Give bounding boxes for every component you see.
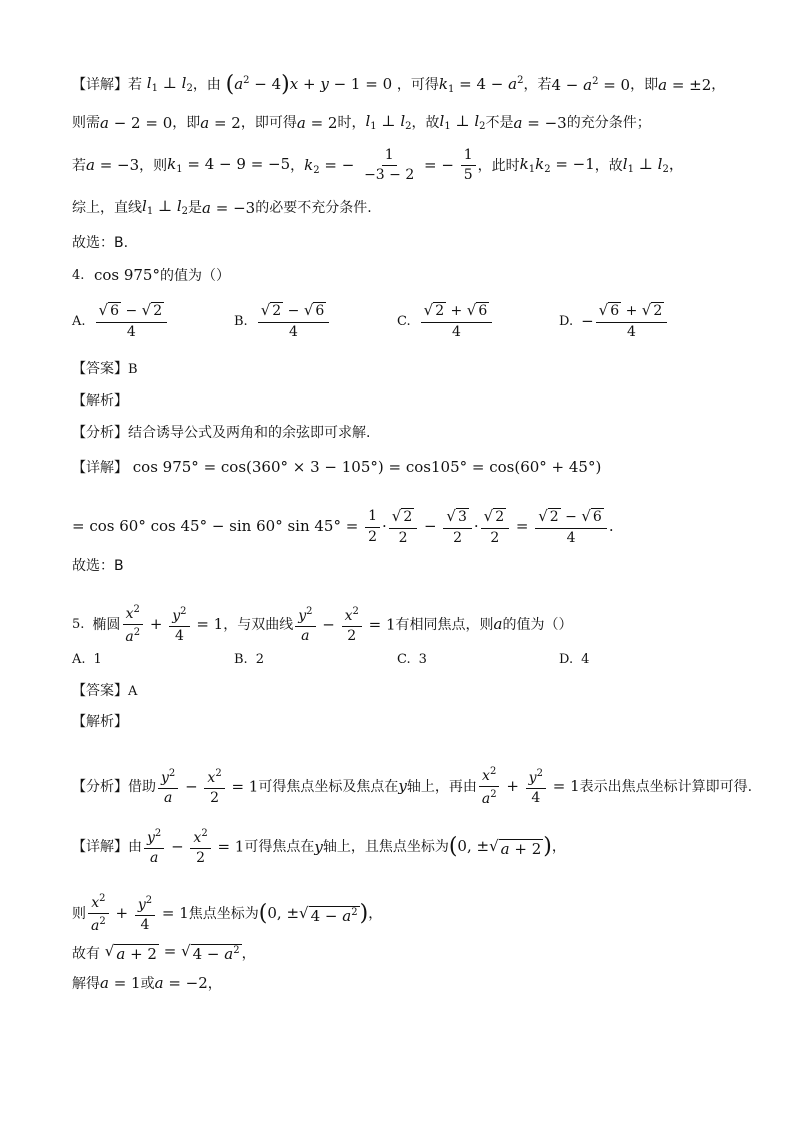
formula-condition: $4 - a^2 = 0$ [551, 76, 631, 94]
question-5-stem: 5. 椭圆 $\frac{x^2}{a^2}$ + $\frac{y^2}{4}$ = 1 ，与双曲线 $\frac{y^2}{a}$ − $\frac{x^2}{2}$ = 1 有相同焦点，则 a 的值为（） [72, 604, 573, 646]
answer-line-q5: 【答案】 A [72, 683, 138, 699]
option-a[interactable]: A. √ 6 − √ 2 4 [72, 302, 169, 340]
question-4-stem: 4. cos 975° 的值为（） [72, 266, 230, 284]
detail-line-q5-1: 【详解】 由 $\frac{y^2}{a}$ − $\frac{x^2}{2}$ = 1 可得焦点在 y 轴上，且焦点坐标为 (0, ± √ a + 2 ) ， [72, 828, 566, 867]
option-a[interactable]: A. 1 [72, 652, 102, 667]
option-b[interactable]: B. √ 2 − √ 6 4 [234, 302, 331, 340]
choose-line-q3: 故选：B. [72, 235, 129, 251]
detail-line-4: 综上，直线 $l_1$ ⊥ $l_2$ 是 a = −3 的必要不充分条件. [72, 197, 372, 217]
formula-a-pm2: a = ±2 [658, 75, 712, 94]
choose-line-q4: 故选：B [72, 558, 124, 574]
option-c[interactable]: C. √ 2 + √ 6 4 [397, 302, 494, 340]
detail-line-1: 【详解】 若 $l_1$ ⊥ $l_2$ ，由 $(a^2 - 4)x + y - 1 = 0$ ，可得 $k_1 = 4 - a^2$ ，若 $4 - a^2 = 0$ ，即 a = ±2 ， [72, 72, 726, 97]
formula-cos975: cos 975° [84, 266, 160, 284]
formula-k2: $k_2$ = − $\frac{1}{-3 - 2}$ = − $\frac{1}{5}$ [304, 148, 477, 184]
option-c[interactable]: C. 3 [397, 652, 427, 667]
formula-k1: $k_1 = 4 - a^2$ [438, 74, 524, 95]
detail-line-3: 若 a = −3 ，则 $k_1 = 4 - 9 = -5$ ， $k_2$ = − $\frac{1}{-3 - 2}$ = − $\frac{1}{5}$ ，此时 $k_1k_2 = -1$ ，故 $l_1$ ⊥ $l_2$， [72, 147, 684, 184]
formula-line-equation: $(a^2 - 4)x + y - 1 = 0$ [225, 72, 397, 97]
option-d[interactable]: D. − √ 6 + √ 2 4 [559, 302, 669, 340]
formula-l1-perp-l2: $l_1$ ⊥ $l_2$ [146, 74, 193, 94]
fenxi-line-q5: 【分析】 借助 $\frac{y^2}{a}$ − $\frac{x^2}{2}$ = 1 可得焦点坐标及焦点在 y 轴上，再由 $\frac{x^2}{a^2}$ + $\frac{y^2}{4}$ = 1 表示出焦点坐标计算即可得. [72, 766, 753, 808]
analysis-tag-q5: 【解析】 [72, 714, 128, 730]
detail-tag: 【详解】 [72, 77, 128, 93]
detail-line-q4-1: 【详解】 cos 975° = cos(360° × 3 − 105°) = cos105° = cos(60° + 45°) [72, 458, 602, 476]
detail-line-q5-3: 故有 √ a + 2 = √ $4 - a^2$ ， [72, 942, 256, 963]
option-d[interactable]: D. 4 [559, 652, 590, 667]
detail-line-2: 则需 a − 2 = 0 ，即 a = 2 ，即可得 a = 2 时， $l_1$ ⊥ $l_2$ ，故 $l_1$ ⊥ $l_2$ 不是 a = −3 的充分条件； [72, 112, 651, 132]
option-b[interactable]: B. 2 [234, 652, 264, 667]
detail-line-q5-4: 解得 a = 1 或 a = −2 ， [72, 974, 222, 992]
fenxi-line-q4: 【分析】 结合诱导公式及两角和的余弦即可求解. [72, 425, 371, 441]
detail-line-q4-2: = cos 60° cos 45° − sin 60° sin 45° = $\frac{1}{2}$ · √ 2 2 − √ 3 2 · √ 2 2 = √ 2 − √ 6 4 . [72, 507, 614, 546]
answer-line-q4: 【答案】 B [72, 361, 138, 377]
analysis-tag-q4: 【解析】 [72, 393, 128, 409]
detail-line-q5-2: 则 $\frac{x^2}{a^2}$ + $\frac{y^2}{4}$ = 1 焦点坐标为 (0, ± √ $4 - a^2$ ) ， [72, 893, 383, 935]
